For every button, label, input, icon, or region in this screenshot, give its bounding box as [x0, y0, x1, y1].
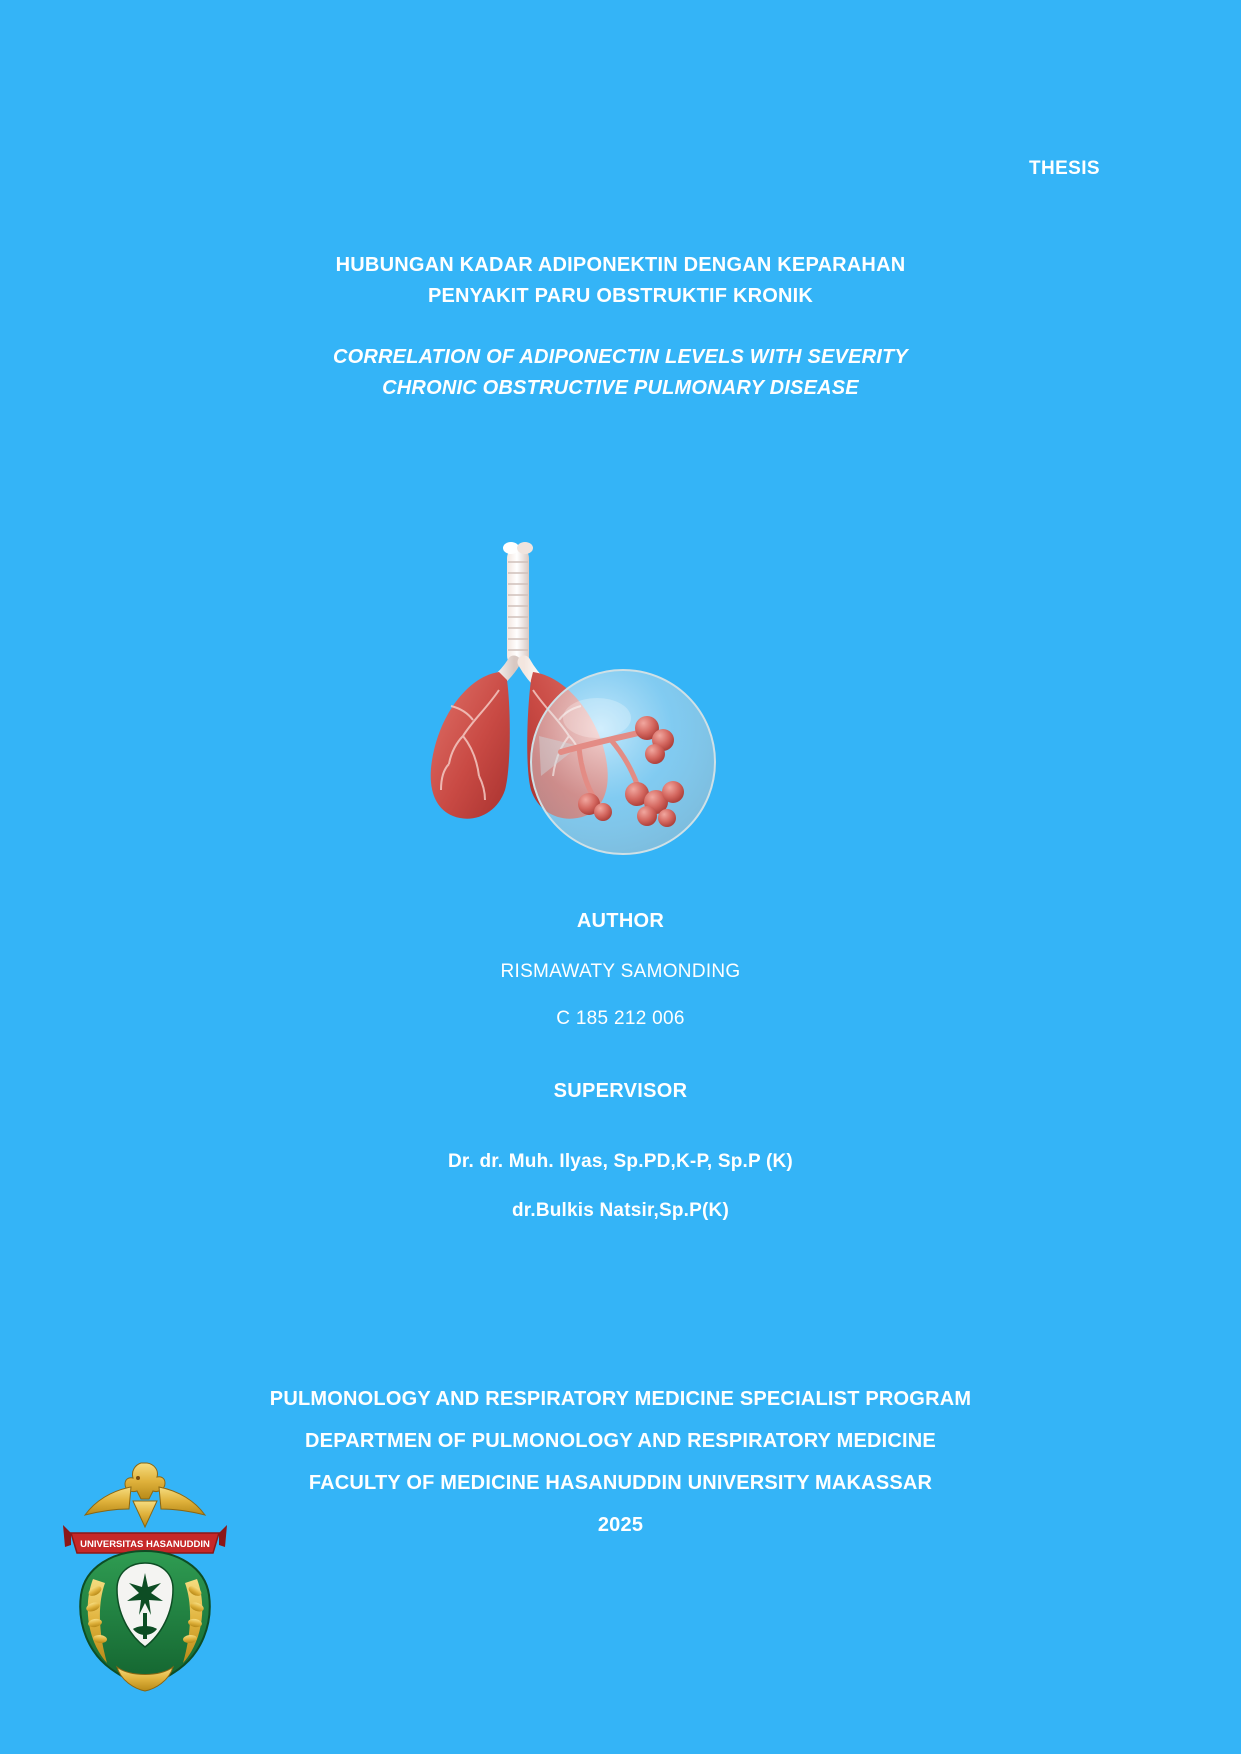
supervisor-heading: SUPERVISOR	[553, 1080, 688, 1102]
logo-crest	[85, 1463, 205, 1527]
author-supervisor-block	[0, 910, 1241, 1222]
logo-ribbon-text: UNIVERSITAS HASANUDDIN	[80, 1539, 210, 1550]
publication-year: 2025	[597, 1514, 644, 1536]
author-heading: AUTHOR	[576, 910, 665, 932]
title-indonesian-line-2: PENYAKIT PARU OBSTRUKTIF KRONIK	[427, 285, 814, 307]
institution-line-1: PULMONOLOGY AND RESPIRATORY MEDICINE SPECIALIST PROGRAM	[269, 1388, 972, 1410]
logo-shield	[80, 1551, 210, 1691]
author-name: RISMAWATY SAMONDING	[500, 961, 741, 982]
institution-line-2: DEPARTMEN OF PULMONOLOGY AND RESPIRATORY MEDICINE	[305, 1430, 936, 1452]
institution-line-3: FACULTY OF MEDICINE HASANUDDIN UNIVERSITY MAKASSAR	[308, 1472, 933, 1494]
supervisor-name-1: Dr. dr. Muh. Ilyas, Sp.PD,K-P, Sp.P (K)	[448, 1151, 793, 1172]
logo-ribbon	[63, 1525, 227, 1553]
author-student-id: C 185 212 006	[556, 1008, 685, 1029]
title-block	[0, 250, 1241, 404]
lungs-alveoli-illustration	[0, 540, 1241, 880]
title-english	[0, 342, 1241, 404]
supervisor-name-2: dr.Bulkis Natsir,Sp.P(K)	[511, 1200, 730, 1221]
title-english-line-2: CHRONIC OBSTRUCTIVE PULMONARY DISEASE	[382, 377, 859, 399]
document-type-label: THESIS	[1028, 158, 1100, 179]
title-indonesian	[0, 250, 1241, 312]
hasanuddin-university-logo	[55, 1455, 235, 1695]
title-english-line-1: CORRELATION OF ADIPONECTIN LEVELS WITH SEVERITY	[333, 346, 908, 368]
title-indonesian-line-1: HUBUNGAN KADAR ADIPONEKTIN DENGAN KEPARAHAN	[335, 254, 906, 276]
